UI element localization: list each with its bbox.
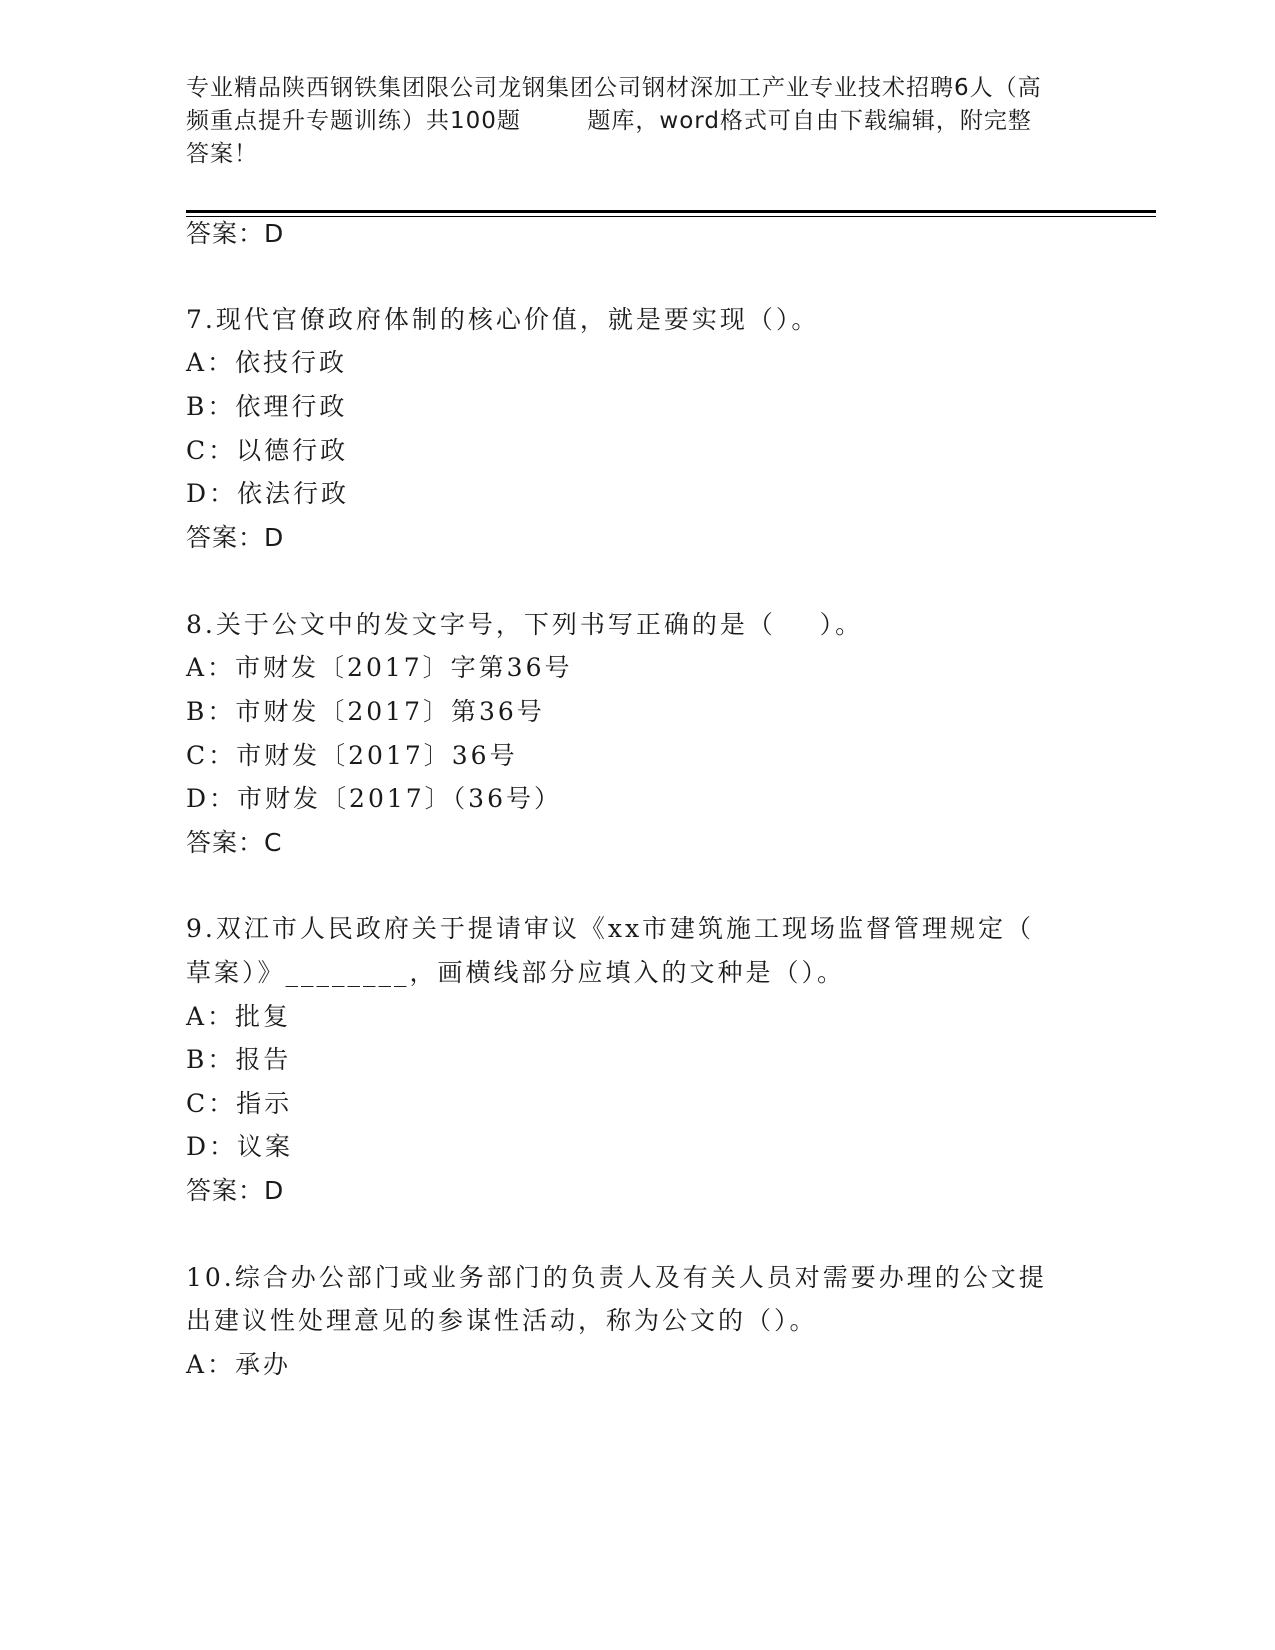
header-line-3: 答案！	[186, 141, 258, 167]
question-8-option-c: C：市财发〔2017〕36号	[186, 741, 518, 770]
question-8-option-d: D：市财发〔2017〕（36号）	[186, 784, 562, 813]
question-8-option-a: A：市财发〔2017〕字第36号	[186, 653, 573, 682]
answer-q7: 答案：D	[186, 523, 285, 552]
question-9-text-line-1: 9.双江市人民政府关于提请审议《xx市建筑施工现场监督管理规定（	[186, 914, 1035, 943]
question-9-text-line-2: 草案）》________，画横线部分应填入的文种是（）。	[186, 958, 846, 987]
answer-q8: 答案：C	[186, 828, 283, 857]
header-line-1: 专业精品陕西钢铁集团限公司龙钢集团公司钢材深加工产业专业技术招聘6人（高	[186, 75, 1042, 101]
header-divider-thick	[186, 210, 1156, 213]
document-header	[186, 72, 1086, 171]
question-9-option-b: B：报告	[186, 1045, 292, 1074]
answer-q9: 答案：D	[186, 1176, 285, 1205]
header-line-2: 频重点提升专题训练）共100题 题库，word格式可自由下载编辑，附完整	[186, 108, 1032, 134]
answer-q6: 答案：D	[186, 219, 285, 248]
question-7-text: 7.现代官僚政府体制的核心价值，就是要实现（）。	[186, 305, 820, 334]
question-10-option-a: A：承办	[186, 1350, 292, 1379]
question-9-option-a: A：批复	[186, 1002, 292, 1031]
question-8-option-b: B：市财发〔2017〕第36号	[186, 697, 545, 726]
question-7-option-a: A：依技行政	[186, 348, 348, 377]
question-10-text-line-2: 出建议性处理意见的参谋性活动，称为公文的（）。	[186, 1306, 818, 1335]
header-divider-thin	[186, 216, 1156, 217]
question-9-option-d: D：议案	[186, 1132, 294, 1161]
question-9-option-c: C：指示	[186, 1089, 293, 1118]
question-8-text: 8.关于公文中的发文字号，下列书写正确的是（ ）。	[186, 610, 864, 639]
question-10-text-line-1: 10.综合办公部门或业务部门的负责人及有关人员对需要办理的公文提	[186, 1263, 1047, 1292]
question-7-option-b: B：依理行政	[186, 392, 348, 421]
question-7-option-c: C：以德行政	[186, 436, 349, 465]
question-7-option-d: D：依法行政	[186, 479, 350, 508]
